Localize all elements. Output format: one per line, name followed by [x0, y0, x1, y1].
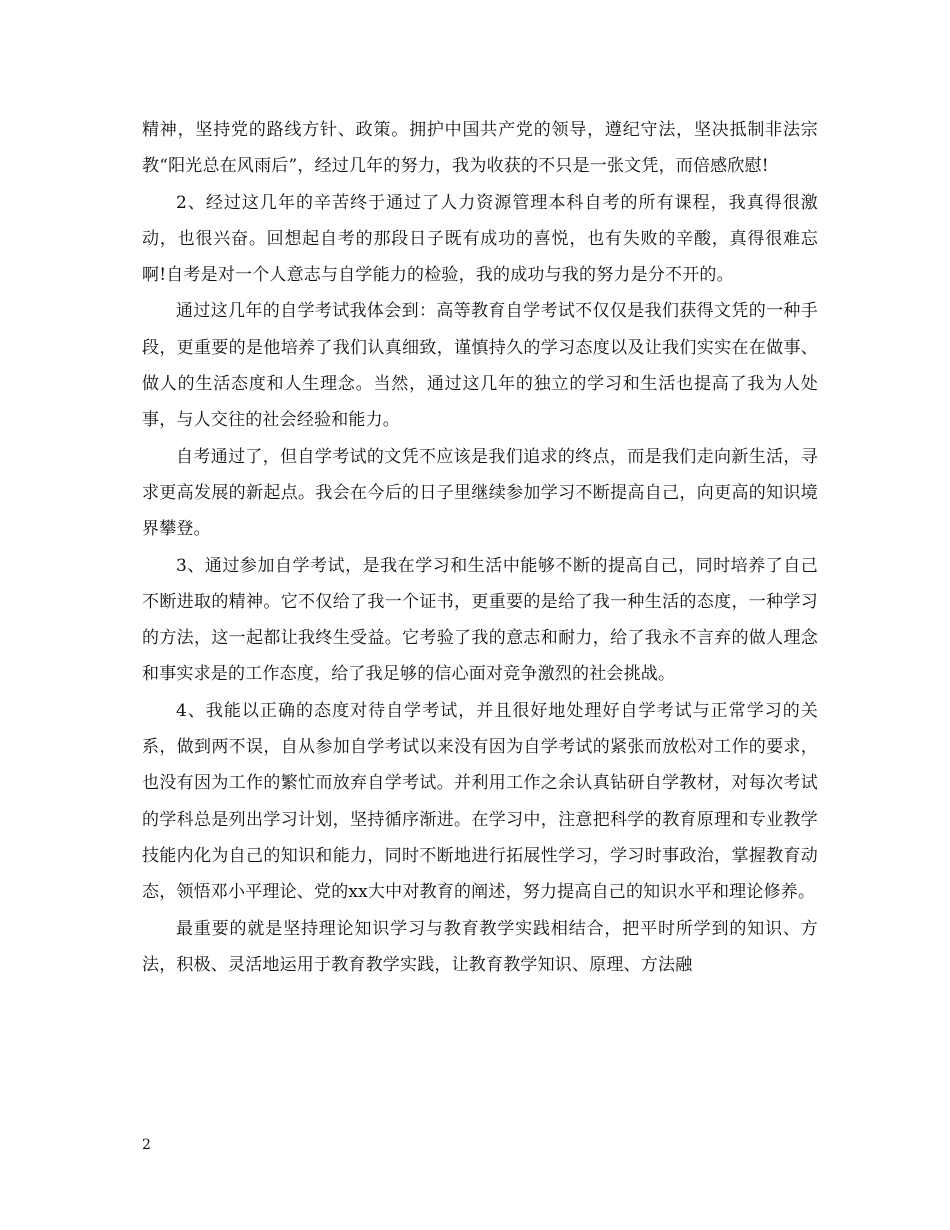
paragraph-continuation: 精神，坚持党的路线方针、政策。拥护中国共产党的领导，遵纪守法，坚决抵制非法宗教“阳光总在风雨后”，经过几年的努力，我为收获的不只是一张文凭，而倍感欣慰! [142, 120, 818, 177]
paragraph-experience: 通过这几年的自学考试我体会到：高等教育自学考试不仅仅是我们获得文凭的一种手段，更重要的是他培养了我们认真细致，谨慎持久的学习态度以及让我们实实在在做事、做人的生活态度和人生理念。当然，通过这几年的独立的学习和生活也提高了我为人处事，与人交往的社会经验和能力。 [142, 301, 818, 431]
paragraph-new-start: 自考通过了，但自学考试的文凭不应该是我们追求的终点，而是我们走向新生活，寻求更高发展的新起点。我会在今后的日子里继续参加学习不断提高自己，向更高的知识境界攀登。 [142, 446, 818, 540]
paragraph-point-4: 4、我能以正确的态度对待自学考试，并且很好地处理好自学考试与正常学习的关系，做到两不误，自从参加自学考试以来没有因为自学考试的紧张而放松对工作的要求，也没有因为工作的繁忙而放弃自学考试。并利用工作之余认真钻研自学教材，对每次考试的学科总是列出学习计划，坚持循序渐进。在学习中，注意把科学的教育原理和专业教学技能内化为自己的知识和能力，同时不断地进行拓展性学习，学习时事政治，掌握教育动态，领悟邓小平理论、党的xx大中对教育的阐述，努力提高自己的知识水平和理论修养。 [142, 700, 818, 903]
paragraph-theory-practice: 最重要的就是坚持理论知识学习与教育教学实践相结合，把平时所学到的知识、方法，积极、灵活地运用于教育教学实践，让教育教学知识、原理、方法融 [142, 918, 818, 975]
body-text [142, 112, 818, 983]
paragraph-point-2: 2、经过这几年的辛苦终于通过了人力资源管理本科自考的所有课程，我真得很激动，也很兴奋。回想起自考的那段日子既有成功的喜悦，也有失败的辛酸，真得很难忘啊!自考是对一个人意志与自学能力的检验，我的成功与我的努力是分不开的。 [142, 192, 818, 286]
paragraph-point-3: 3、通过参加自学考试，是我在学习和生活中能够不断的提高自己，同时培养了自己不断进取的精神。它不仅给了我一个证书，更重要的是给了我一种生活的态度，一种学习的方法，这一起都让我终生受益。它考验了我的意志和耐力，给了我永不言弃的做人理念和事实求是的工作态度，给了我足够的信心面对竞争激烈的社会挑战。 [142, 555, 818, 685]
page-number: 2 [142, 1137, 151, 1153]
